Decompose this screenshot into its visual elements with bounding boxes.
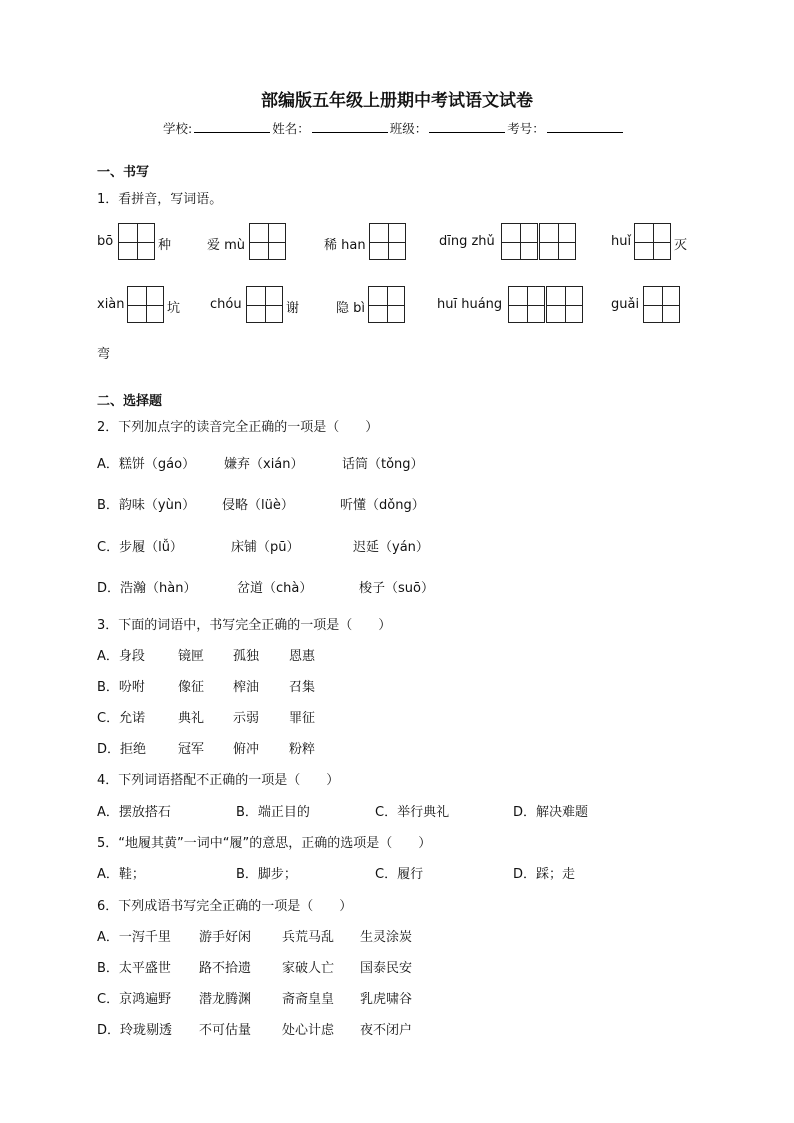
- writing-grid[interactable]: [368, 286, 405, 323]
- name-label: 姓名：: [272, 121, 310, 136]
- option-word: 不可估量: [199, 1023, 252, 1038]
- pinyin-label: 坑: [167, 301, 181, 316]
- writing-grid[interactable]: [643, 286, 680, 323]
- writing-grid[interactable]: [127, 286, 164, 323]
- option-word: 镜匣: [178, 649, 205, 664]
- question-stem: 4．下列词语搭配不正确的一项是（ ）: [97, 773, 340, 788]
- pinyin-label: 弯: [97, 347, 111, 362]
- option-c[interactable]: C．步履（lǚ）: [97, 540, 183, 555]
- option-word: 兵荒马乱: [282, 930, 335, 945]
- option-b-word: 听懂（dǒng）: [340, 498, 425, 513]
- writing-grid[interactable]: [118, 223, 155, 260]
- option-word: 召集: [289, 680, 316, 695]
- pinyin-label: guǎi: [611, 297, 640, 312]
- option-a[interactable]: A．身段: [97, 649, 145, 664]
- option-word: 恩惠: [289, 649, 316, 664]
- option-b[interactable]: B．端正目的: [236, 805, 310, 820]
- writing-grid[interactable]: [546, 286, 583, 323]
- option-word: 潜龙腾渊: [199, 992, 252, 1007]
- option-b[interactable]: B．脚步；: [236, 867, 297, 882]
- option-a[interactable]: A．鞋；: [97, 867, 145, 882]
- question-stem: 3．下面的词语中，书写完全正确的一项是（ ）: [97, 618, 392, 633]
- writing-grid[interactable]: [539, 223, 576, 260]
- page-title: 部编版五年级上册期中考试语文试卷: [261, 91, 533, 111]
- writing-grid[interactable]: [501, 223, 538, 260]
- pinyin-label: dīng zhǔ: [439, 234, 495, 249]
- option-word: 榨油: [233, 680, 260, 695]
- writing-grid[interactable]: [369, 223, 406, 260]
- option-b[interactable]: B．太平盛世: [97, 961, 171, 976]
- pinyin-label: huī huáng: [437, 297, 503, 312]
- option-a[interactable]: A．一泻千里: [97, 930, 171, 945]
- option-word: 孤独: [233, 649, 260, 664]
- pinyin-label: 种: [158, 238, 172, 253]
- option-a-word: 话筒（tǒng）: [342, 457, 424, 472]
- section-heading: 一、书写: [97, 165, 150, 180]
- question-stem: 2．下列加点字的读音完全正确的一项是（ ）: [97, 420, 379, 435]
- option-word: 冠军: [178, 742, 205, 757]
- option-b[interactable]: B．韵味（yùn）: [97, 498, 196, 513]
- option-word: 游手好闲: [199, 930, 252, 945]
- option-c-word: 迟延（yán）: [353, 540, 429, 555]
- option-c[interactable]: C．京鸿遍野: [97, 992, 172, 1007]
- option-a[interactable]: A．糕饼（gáo）: [97, 457, 196, 472]
- option-word: 罪征: [289, 711, 316, 726]
- writing-grid[interactable]: [249, 223, 286, 260]
- option-word: 国泰民安: [360, 961, 413, 976]
- option-d[interactable]: D．踩；走: [513, 867, 576, 882]
- school-field[interactable]: [194, 120, 270, 133]
- option-a[interactable]: A．摆放搭石: [97, 805, 171, 820]
- option-c-word: 床铺（pū）: [231, 540, 300, 555]
- option-word: 路不拾遗: [199, 961, 252, 976]
- option-word: 像征: [178, 680, 205, 695]
- option-word: 乳虎啸谷: [360, 992, 413, 1007]
- pinyin-label: xiàn: [97, 297, 125, 312]
- option-word: 俯冲: [233, 742, 260, 757]
- option-a-word: 嫌弃（xián）: [224, 457, 304, 472]
- number-label: 考号：: [507, 121, 545, 136]
- pinyin-label: huǐ: [611, 234, 632, 249]
- question-stem: 5．“地履其黄”一词中“履”的意思，正确的选项是（ ）: [97, 836, 432, 851]
- name-field[interactable]: [312, 120, 388, 133]
- option-d-word: 岔道（chà）: [237, 581, 313, 596]
- pinyin-label: 爱 mù: [207, 238, 246, 253]
- option-word: 生灵涂炭: [360, 930, 413, 945]
- pinyin-label: 隐 bì: [336, 301, 365, 316]
- class-field[interactable]: [429, 120, 505, 133]
- option-d[interactable]: D．浩瀚（hàn）: [97, 581, 197, 596]
- option-d-word: 梭子（suō）: [359, 581, 434, 596]
- option-word: 斋斋皇皇: [282, 992, 335, 1007]
- option-word: 典礼: [178, 711, 205, 726]
- pinyin-label: 稀 han: [324, 238, 366, 253]
- pinyin-label: 谢: [286, 301, 300, 316]
- writing-grid[interactable]: [634, 223, 671, 260]
- writing-grid[interactable]: [508, 286, 545, 323]
- number-field[interactable]: [547, 120, 623, 133]
- option-d[interactable]: D．玲珑剔透: [97, 1023, 173, 1038]
- pinyin-label: bō: [97, 234, 114, 249]
- option-d[interactable]: D．解决难题: [513, 805, 589, 820]
- option-b-word: 侵略（lüè）: [222, 498, 294, 513]
- option-b[interactable]: B．吩咐: [97, 680, 145, 695]
- option-word: 处心计虑: [282, 1023, 335, 1038]
- option-word: 粉粹: [289, 742, 316, 757]
- option-word: 夜不闭户: [360, 1023, 413, 1038]
- class-label: 班级：: [389, 121, 428, 136]
- pinyin-label: chóu: [210, 297, 242, 312]
- question-stem: 6．下列成语书写完全正确的一项是（ ）: [97, 899, 353, 914]
- option-word: 示弱: [233, 711, 260, 726]
- school-label: 学校:: [163, 121, 193, 136]
- option-c[interactable]: C．履行: [375, 867, 424, 882]
- section-heading: 二、选择题: [97, 394, 163, 409]
- option-d[interactable]: D．拒绝: [97, 742, 147, 757]
- pinyin-label: 灭: [674, 238, 688, 253]
- question-stem: 1．看拼音，写词语。: [97, 192, 223, 207]
- writing-grid[interactable]: [246, 286, 283, 323]
- option-c[interactable]: C．举行典礼: [375, 805, 450, 820]
- option-c[interactable]: C．允诺: [97, 711, 146, 726]
- student-info-line: [163, 119, 625, 137]
- option-word: 家破人亡: [282, 961, 335, 976]
